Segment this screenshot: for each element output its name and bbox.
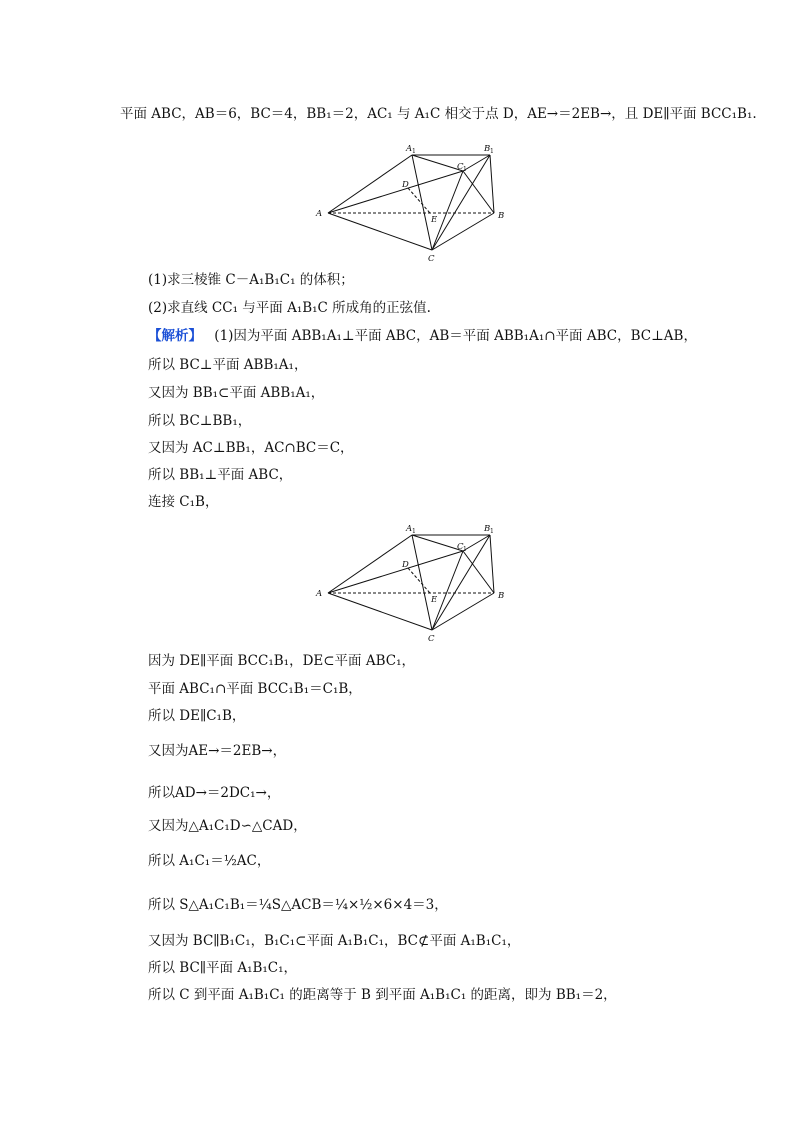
label-B: B xyxy=(498,591,505,601)
solution-line: 所以 C 到平面 A₁B₁C₁ 的距离等于 B 到平面 A₁B₁C₁ 的距离，即为 BB₁＝2， xyxy=(148,987,617,1003)
solution-line: 所以 S△A₁C₁B₁＝¼S△ACB＝¼×½×6×4＝3， xyxy=(148,897,448,913)
label-C1: C xyxy=(457,542,464,552)
solution-line: 所以 BC∥平面 A₁B₁C₁， xyxy=(148,960,298,976)
solution-line: 又因为 BB₁⊂平面 ABB₁A₁， xyxy=(148,385,325,401)
label-B1-sub: 1 xyxy=(490,148,494,155)
label-C1-sub: 1 xyxy=(463,546,467,553)
label-E: E xyxy=(431,595,438,605)
problem-statement-line: 平面 ABC，AB＝6，BC＝4，BB₁＝2，AC₁ 与 A₁C 相交于点 D，AE→＝2EB→，且 DE∥平面 BCC₁B₁. xyxy=(120,106,757,122)
solution-line: 又因为AE→＝2EB→， xyxy=(148,743,287,759)
analysis-first-text: (1)因为平面 ABB₁A₁⊥平面 ABC，AB＝平面 ABB₁A₁∩平面 ABC，BC⊥AB， xyxy=(214,328,697,344)
solution-line: 所以 BB₁⊥平面 ABC， xyxy=(148,467,293,483)
solution-line: 又因为△A₁C₁D∽△CAD， xyxy=(148,818,307,834)
label-C1-sub: 1 xyxy=(463,166,467,173)
prism-figure-2 xyxy=(310,520,510,645)
question-2: (2)求直线 CC₁ 与平面 A₁B₁C 所成角的正弦值. xyxy=(148,300,431,316)
label-C1: C xyxy=(457,162,464,172)
solution-line: 所以 A₁C₁＝½AC， xyxy=(148,853,271,869)
label-A1: A xyxy=(406,524,413,534)
label-B: B xyxy=(498,211,505,221)
label-D: D xyxy=(402,560,409,570)
solution-line: 所以 BC⊥平面 ABB₁A₁， xyxy=(148,357,308,373)
solution-line: 所以AD→＝2DC₁→， xyxy=(148,785,281,801)
solution-line: 所以 BC⊥BB₁， xyxy=(148,413,252,429)
prism-figure-1 xyxy=(310,140,510,265)
solution-line: 因为 DE∥平面 BCC₁B₁，DE⊂平面 ABC₁， xyxy=(148,653,416,669)
solution-line: 平面 ABC₁∩平面 BCC₁B₁＝C₁B， xyxy=(148,681,362,697)
question-1: (1)求三棱锥 C－A₁B₁C₁ 的体积； xyxy=(148,272,354,288)
label-D: D xyxy=(402,180,409,190)
label-C: C xyxy=(428,634,435,644)
label-A: A xyxy=(316,589,323,599)
label-E: E xyxy=(431,215,438,225)
label-B1: B xyxy=(484,524,491,534)
label-C: C xyxy=(428,254,435,264)
solution-line: 所以 DE∥C₁B， xyxy=(148,708,246,724)
label-B1-sub: 1 xyxy=(490,528,494,535)
label-A1-sub: 1 xyxy=(412,148,416,155)
solution-line: 又因为 BC∥B₁C₁，B₁C₁⊂平面 A₁B₁C₁，BC⊄平面 A₁B₁C₁， xyxy=(148,933,521,949)
label-A1-sub: 1 xyxy=(412,528,416,535)
label-B1: B xyxy=(484,144,491,154)
solution-line: 又因为 AC⊥BB₁，AC∩BC＝C， xyxy=(148,440,354,456)
analysis-first-line xyxy=(148,326,697,346)
label-A1: A xyxy=(406,144,413,154)
solution-line: 连接 C₁B， xyxy=(148,494,219,510)
label-A: A xyxy=(316,209,323,219)
analysis-tag: 【解析】 xyxy=(148,328,202,344)
